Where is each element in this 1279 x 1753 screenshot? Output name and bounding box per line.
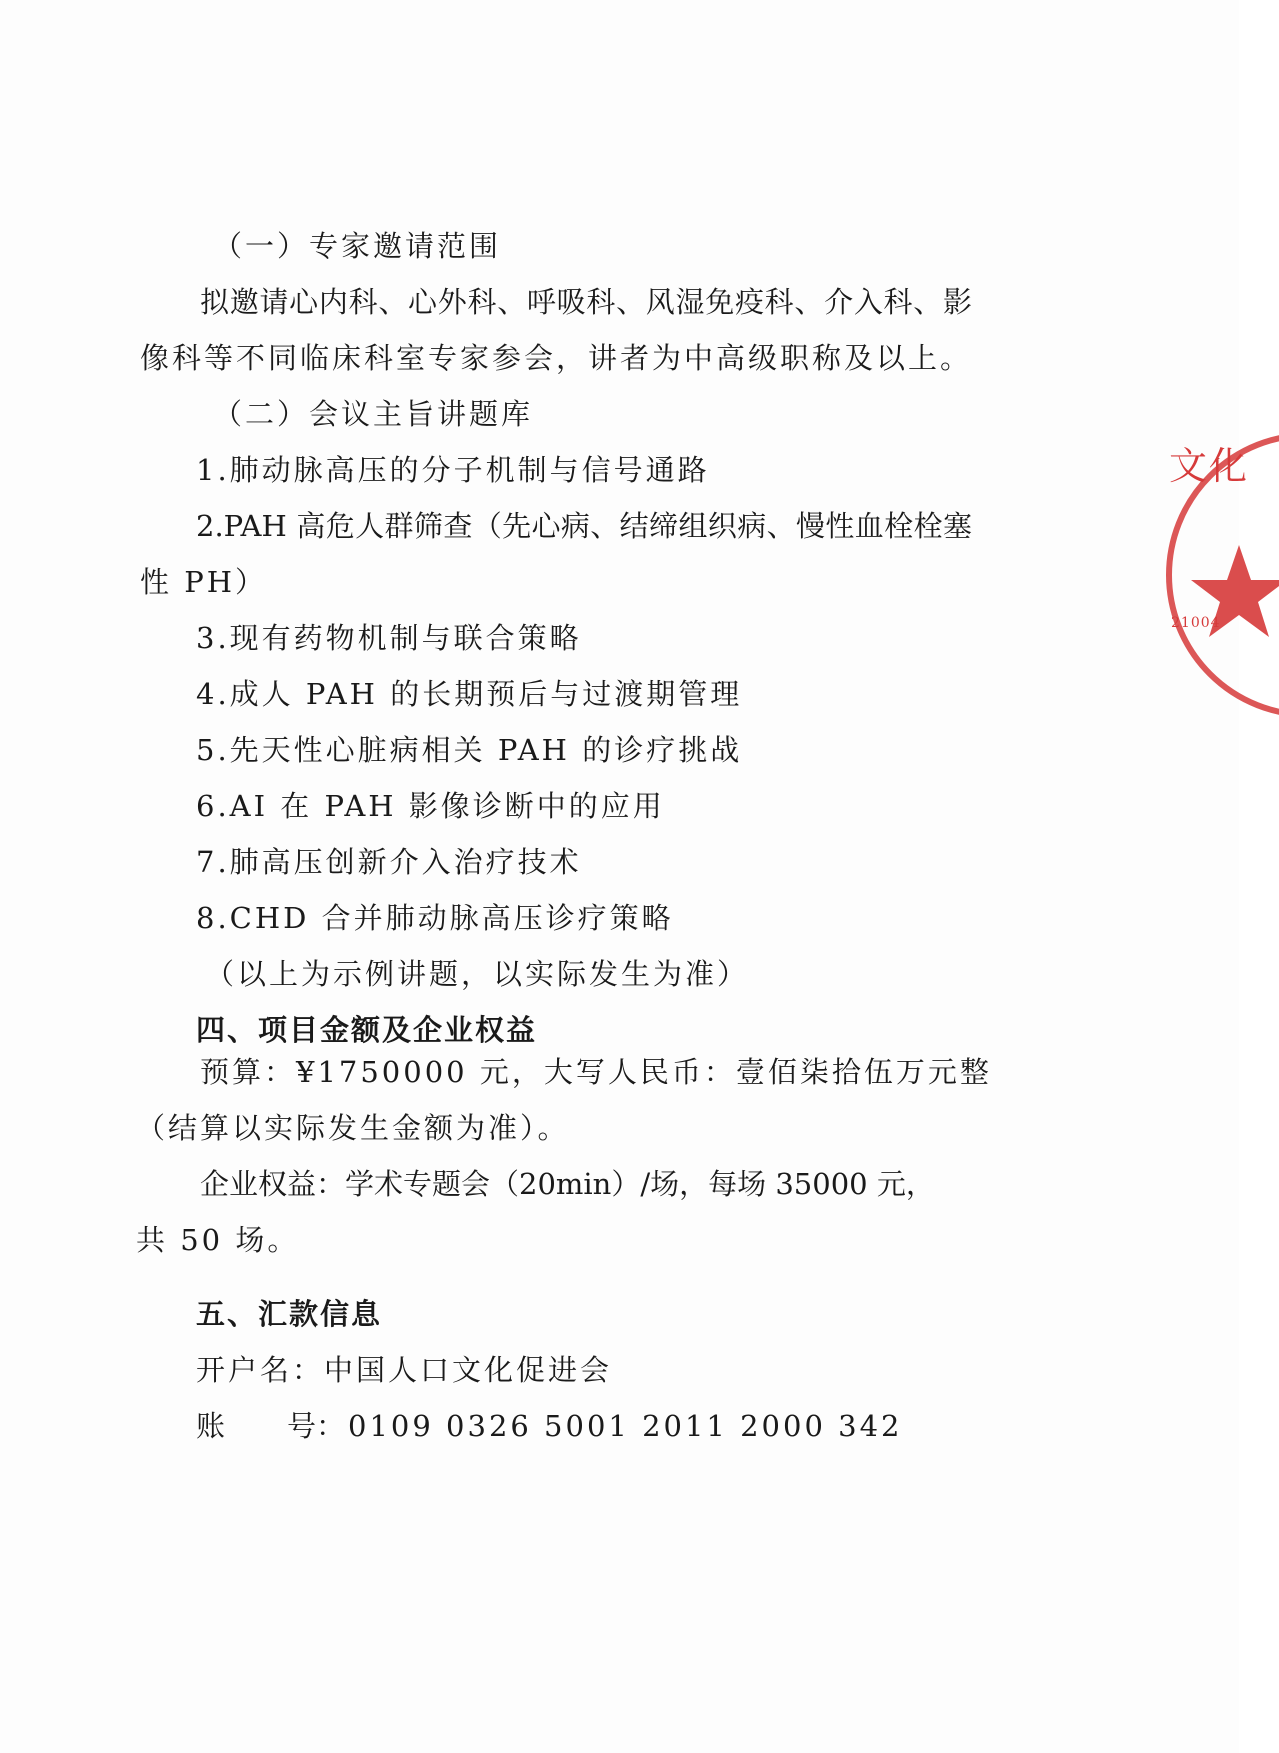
section-heading-remittance: 五、汇款信息 — [196, 1297, 383, 1331]
account-name-value: 中国人口文化促进会 — [324, 1353, 613, 1387]
topic-item-continuation: 性 PH） — [140, 565, 268, 599]
account-name-row — [196, 1352, 612, 1388]
topic-note: （以上为示例讲题，以实际发生为准） — [205, 957, 750, 991]
paragraph-line: 拟邀请心内科、心外科、呼吸科、风湿免疫科、介入科、影 — [200, 285, 972, 319]
topic-item: 1.肺动脉高压的分子机制与信号通路 — [196, 453, 710, 487]
topic-item: 6.AI 在 PAH 影像诊断中的应用 — [196, 789, 665, 823]
seal-fragment-text: 文化 — [1169, 444, 1250, 488]
account-name-label: 开户名： — [196, 1353, 325, 1387]
section-heading-budget: 四、项目金额及企业权益 — [196, 1013, 538, 1047]
paragraph-line: 像科等不同临床科室专家参会，讲者为中高级职称及以上。 — [140, 341, 973, 375]
account-number-label: 账号 — [196, 1409, 316, 1443]
benefit-line: 企业权益：学术专题会（20min）/场，每场 35000 元， — [200, 1167, 935, 1201]
topic-item: 7.肺高压创新介入治疗技术 — [196, 845, 582, 879]
account-number-colon: ： — [316, 1409, 349, 1443]
budget-line: 预算：¥1750000 元，大写人民币：壹佰柒拾伍万元整 — [200, 1055, 992, 1089]
topic-item: 2.PAH 高危人群筛查（先心病、结缔组织病、慢性血栓栓塞 — [196, 509, 972, 543]
account-number-value: 0109 0326 5001 2011 2000 342 — [348, 1409, 903, 1443]
topic-item: 5.先天性心脏病相关 PAH 的诊疗挑战 — [196, 733, 743, 767]
subsection-heading-expert-scope: （一）专家邀请范围 — [213, 229, 502, 263]
benefit-line: 共 50 场。 — [136, 1223, 300, 1257]
topic-item: 3.现有药物机制与联合策略 — [196, 621, 582, 655]
topic-item: 4.成人 PAH 的长期预后与过渡期管理 — [196, 677, 743, 711]
subsection-heading-topic-library: （二）会议主旨讲题库 — [213, 397, 534, 431]
budget-line: （结算以实际发生金额为准）。 — [136, 1111, 570, 1145]
topic-item: 8.CHD 合并肺动脉高压诊疗策略 — [196, 901, 674, 935]
official-seal — [1159, 445, 1279, 725]
seal-fragment-number: 21004 — [1171, 615, 1221, 631]
account-number-row — [196, 1408, 902, 1444]
